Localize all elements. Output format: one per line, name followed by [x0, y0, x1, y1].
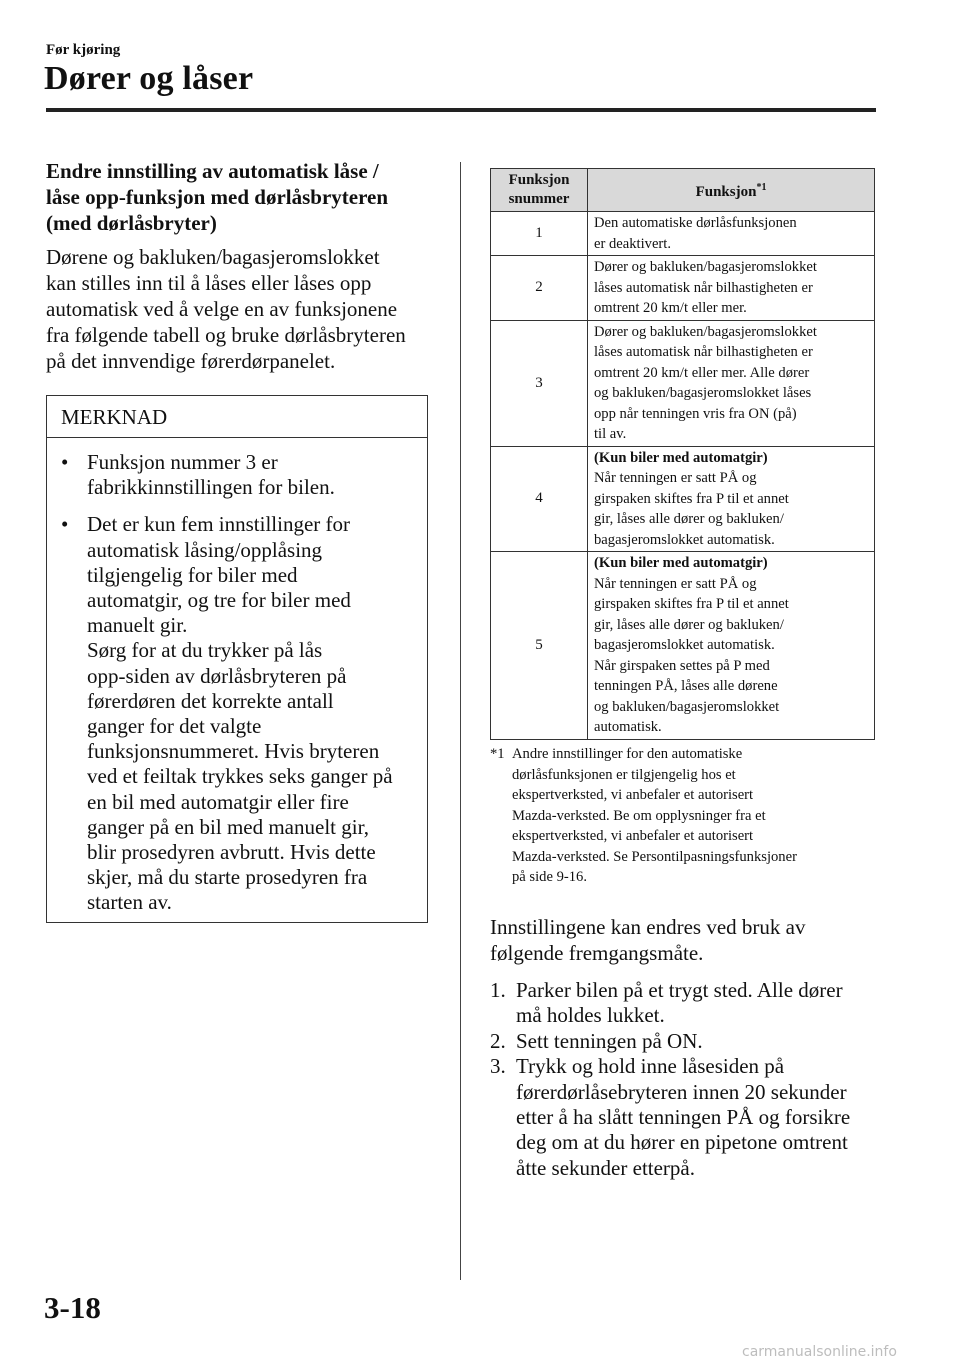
function-description [588, 446, 875, 552]
footnote-line: ekspertverksted, vi anbefaler et autorisert [512, 828, 754, 844]
description-line: Når girspaken settes på P med [594, 657, 770, 674]
description-line: Når tenningen er satt PÅ og [594, 470, 757, 486]
column-header-function: Funksjon$^{*1}$ [588, 169, 875, 212]
function-table [490, 168, 875, 740]
step-number: 2. [490, 1028, 506, 1053]
table-row [491, 446, 875, 552]
subsection-heading [46, 158, 446, 236]
description-line: tenningen PÅ, låses alle dørene [594, 678, 778, 694]
table-row [491, 320, 875, 446]
table-row [491, 256, 875, 321]
footnote-mark: *1 [490, 746, 505, 762]
description-line: Dører og bakluken/bagasjeromslokket [594, 323, 817, 340]
watermark: carmanualsonline.info [742, 1344, 897, 1360]
note-line: ved et feiltak trykkes seks ganger på [87, 764, 393, 789]
description-line: er deaktivert. [594, 235, 671, 252]
function-number: 5 [491, 552, 588, 740]
step-number: 1. [490, 978, 506, 1002]
description-line: Dører og bakluken/bagasjeromslokket [594, 259, 817, 275]
note-line: tilgjengelig for biler med [87, 562, 298, 587]
function-number: 3 [491, 320, 588, 446]
step-line: etter å ha slått tenningen PÅ og forsikre [516, 1105, 851, 1130]
note-line: førerdøren det korrekte antall [87, 688, 334, 713]
step-line: åtte sekunder etterpå. [516, 1155, 695, 1180]
bullet-icon: • [61, 450, 69, 474]
procedure-step [490, 1029, 875, 1054]
note-line: ganger på en bil med manuelt gir, [87, 814, 369, 839]
intro-line: på det innvendige førerdørpanelet. [46, 349, 336, 373]
note-item [61, 512, 417, 915]
description-line: låses automatisk når bilhastigheten er [594, 279, 813, 296]
page-number: 3-18 [44, 1290, 101, 1325]
description-line: girspaken skiftes fra P til et annet [594, 490, 789, 507]
procedure-step [490, 978, 875, 1029]
page-title: Dører og låser [44, 60, 254, 97]
procedure-intro [490, 914, 875, 966]
note-line: automatisk låsing/opplåsing [87, 537, 323, 562]
bullet-icon: • [61, 512, 69, 537]
description-line: omtrent 20 km/t eller mer. [594, 300, 747, 316]
note-line: Sørg for at du trykker på lås [87, 638, 323, 663]
function-number: 4 [491, 446, 588, 552]
function-description [588, 212, 875, 256]
note-item [61, 450, 417, 500]
note-line: opp-siden av dørlåsbryteren på [87, 663, 347, 688]
procedure-intro-line: følgende fremgangsmåte. [490, 941, 704, 965]
function-description [588, 552, 875, 740]
heading-line: (med dørlåsbryter) [46, 211, 217, 235]
description-condition: (Kun biler med automatgir) [594, 449, 768, 466]
table-row [491, 212, 875, 256]
footnote-line: på side 9-16. [512, 869, 587, 885]
title-rule [46, 108, 876, 112]
description-line: automatisk. [594, 719, 662, 735]
function-number: 1 [491, 212, 588, 256]
function-description [588, 320, 875, 446]
description-line: til av. [594, 426, 627, 442]
description-line: opp når tenningen vris fra ON (på) [594, 405, 797, 422]
note-line: skjer, må du starte prosedyren fra [87, 865, 368, 890]
intro-paragraph [46, 244, 446, 374]
description-line: omtrent 20 km/t eller mer. Alle dører [594, 364, 810, 381]
note-line: funksjonsnummeret. Hvis bryteren [87, 739, 380, 764]
note-line: Det er kun fem innstillinger for [87, 512, 351, 537]
procedure-step [490, 1054, 875, 1181]
footnote-line: dørlåsfunksjonen er tilgjengelig hos et [512, 766, 736, 783]
step-number: 3. [490, 1054, 506, 1079]
procedure-intro-line: Innstillingene kan endres ved bruk av [490, 915, 806, 939]
table-header-row [491, 169, 875, 212]
table-row [491, 552, 875, 740]
step-line: Parker bilen på et trygt sted. Alle dører [516, 978, 843, 1002]
description-line: låses automatisk når bilhastigheten er [594, 344, 813, 360]
description-condition: (Kun biler med automatgir) [594, 555, 768, 571]
intro-line: automatisk ved å velge en av funksjonene [46, 297, 398, 321]
heading-line: Endre innstilling av automatisk låse / [46, 159, 379, 183]
description-line: girspaken skiftes fra P til et annet [594, 596, 789, 612]
footnote-line: Mazda-verksted. Se Persontilpasningsfunksjoner [512, 848, 797, 865]
intro-line: Dørene og bakluken/bagasjeromslokket [46, 245, 380, 269]
description-line: og bakluken/bagasjeromslokket [594, 698, 780, 715]
note-line: automatgir, og tre for biler med [87, 588, 351, 613]
description-line: Når tenningen er satt PÅ og [594, 575, 757, 592]
step-line: Trykk og hold inne låsesiden på [516, 1054, 785, 1079]
column-header-number: Funksjon snummer [491, 169, 588, 212]
footnote-line: Andre innstillinger for den automatiske [512, 746, 743, 762]
footnote-line: ekspertverksted, vi anbefaler et autorisert [512, 787, 754, 803]
description-line: gir, låses alle dører og bakluken/ [594, 616, 784, 633]
function-number: 2 [491, 256, 588, 321]
footnote-text [512, 744, 875, 888]
description-line: bagasjeromslokket automatisk. [594, 531, 775, 548]
footnote [490, 744, 875, 888]
procedure-steps [490, 978, 875, 1181]
note-line: en bil med automatgir eller fire [87, 789, 349, 814]
section-label: Før kjøring [46, 42, 121, 58]
step-line: må holdes lukket. [516, 1003, 665, 1028]
table-body [491, 212, 875, 740]
description-line: gir, låses alle dører og bakluken/ [594, 511, 784, 527]
description-line: og bakluken/bagasjeromslokket låses [594, 385, 812, 401]
description-line: Den automatiske dørlåsfunksjonen [594, 215, 797, 231]
description-line: bagasjeromslokket automatisk. [594, 637, 775, 653]
intro-line: kan stilles inn til å låses eller låses opp [46, 271, 372, 295]
note-line: starten av. [87, 890, 172, 915]
note-line: blir prosedyren avbrutt. Hvis dette [87, 840, 376, 865]
note-title: MERKNAD [47, 396, 427, 438]
intro-line: fra følgende tabell og bruke dørlåsbryteren [46, 323, 406, 347]
note-line: Funksjon nummer 3 er [87, 450, 278, 474]
note-list [47, 438, 427, 916]
note-line: manuelt gir. [87, 613, 188, 638]
note-line: fabrikkinnstillingen for bilen. [87, 475, 335, 500]
note-box [46, 395, 428, 923]
step-line: deg om at du hører en pipetone omtrent [516, 1130, 848, 1155]
note-line: ganger for det valgte [87, 714, 262, 739]
heading-line: låse opp-funksjon med dørlåsbryteren [46, 185, 389, 209]
function-description [588, 256, 875, 321]
step-line: Sett tenningen på ON. [516, 1028, 703, 1053]
column-divider [460, 162, 461, 1280]
footnote-line: Mazda-verksted. Be om opplysninger fra et [512, 807, 766, 824]
footnote-ref: *1 [756, 182, 767, 193]
step-line: førerdørlåsebryteren innen 20 sekunder [516, 1079, 847, 1104]
